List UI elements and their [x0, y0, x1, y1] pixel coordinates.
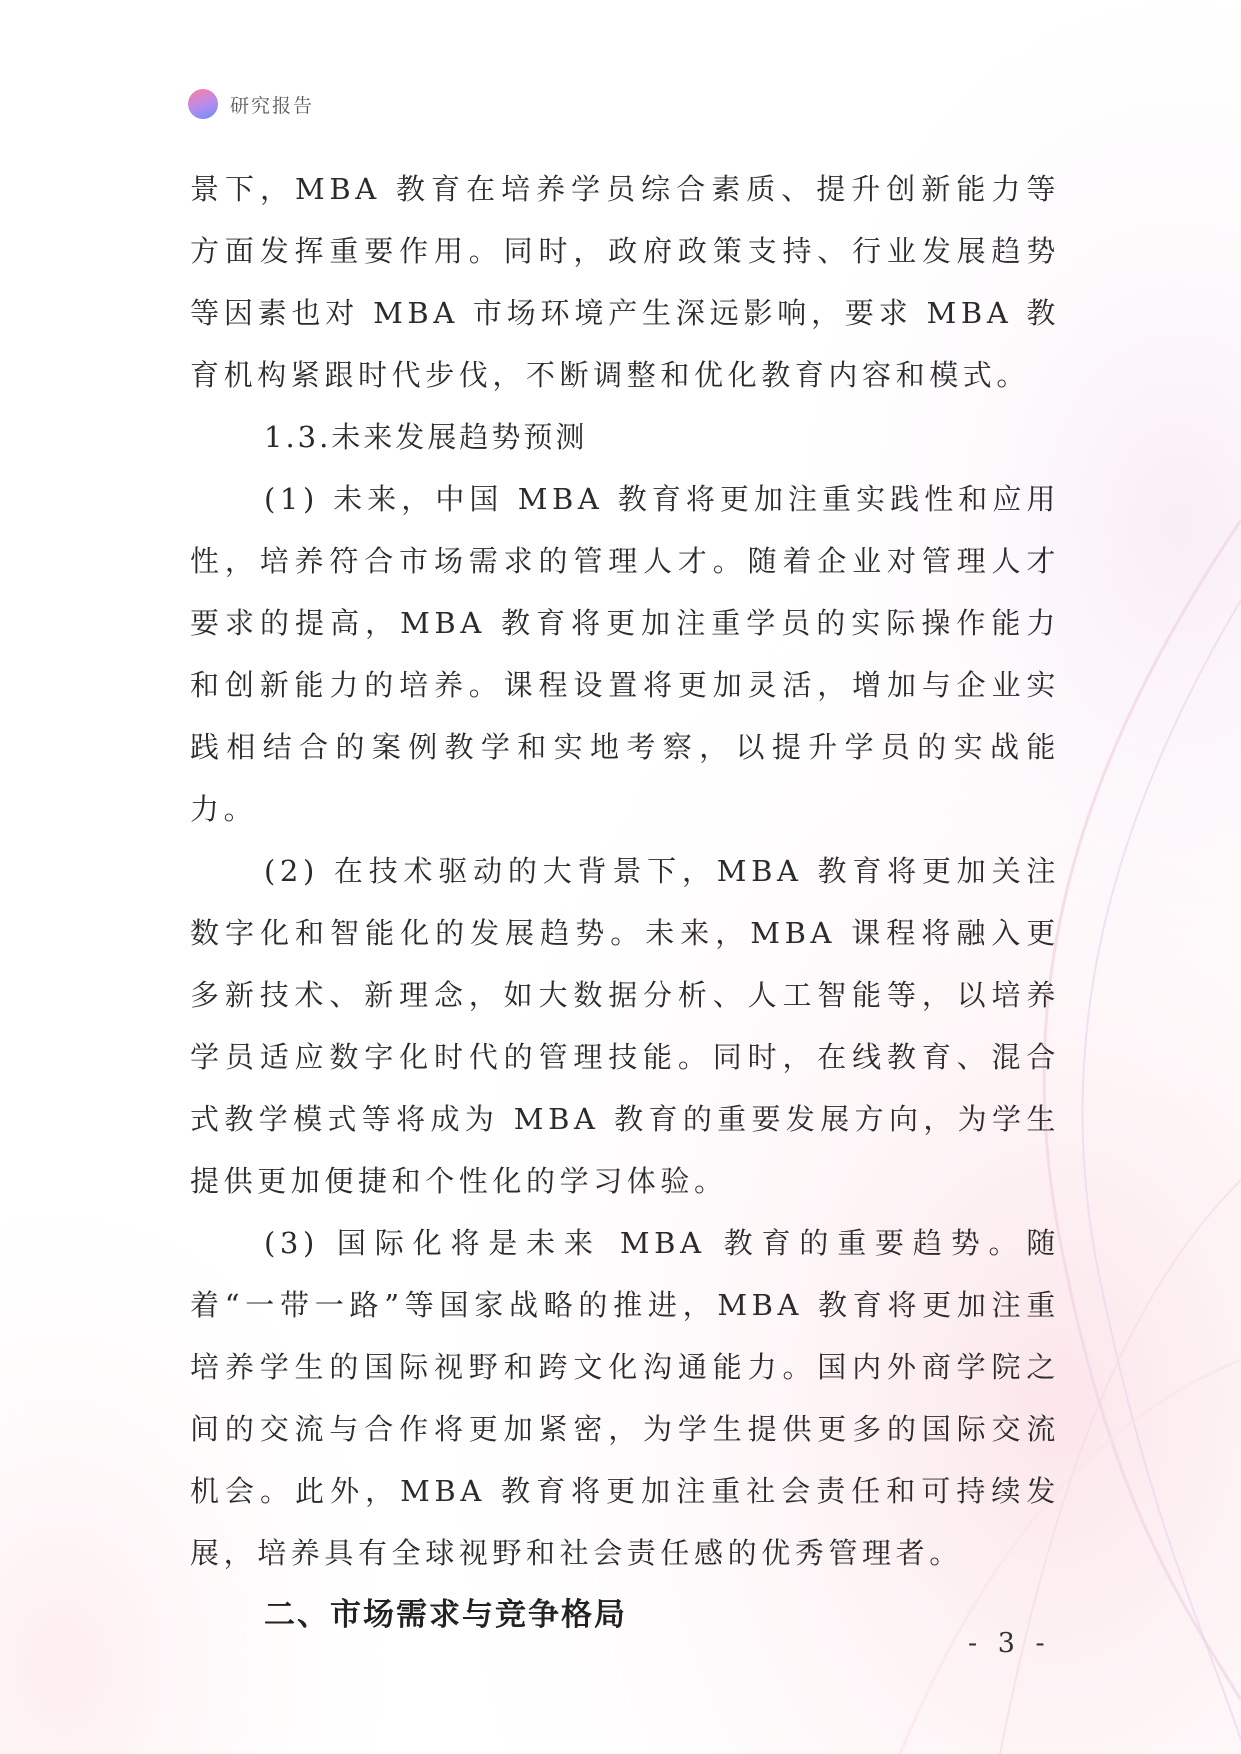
- logo-icon: [188, 89, 218, 119]
- section-heading: 二、市场需求与竞争格局: [264, 1597, 627, 1633]
- header: [188, 89, 314, 119]
- document-body: [190, 158, 1060, 1646]
- paragraph-trend-2: (2) 在技术驱动的大背景下，MBA 教育将更加关注数字化和智能化的发展趋势。未来，MBA 课程将融入更多新技术、新理念，如大数据分析、人工智能等，以培养学员适应数字化时代的管理技能。同时，在线教育、混合式教学模式等将成为 MBA 教育的重要发展方向，为学生提供更加便捷和个性化的学习体验。: [190, 854, 1060, 1198]
- paragraph-intro: 景下，MBA 教育在培养学员综合素质、提升创新能力等方面发挥重要作用。同时，政府政策支持、行业发展趋势等因素也对 MBA 市场环境产生深远影响，要求 MBA 教育机构紧跟时代步伐，不断调整和优化教育内容和模式。: [190, 172, 1060, 392]
- paragraph-trend-1: (1) 未来，中国 MBA 教育将更加注重实践性和应用性，培养符合市场需求的管理人才。随着企业对管理人才要求的提高，MBA 教育将更加注重学员的实际操作能力和创新能力的培养。课程设置将更加灵活，增加与企业实践相结合的案例教学和实地考察，以提升学员的实战能力。: [190, 482, 1060, 826]
- header-title: 研究报告: [230, 94, 315, 117]
- subheading-future-trends: 1.3.未来发展趋势预测: [264, 420, 588, 454]
- page-number: - 3 -: [968, 1628, 1051, 1659]
- paragraph-trend-3: (3) 国际化将是未来 MBA 教育的重要趋势。随着“一带一路”等国家战略的推进，MBA 教育将更加注重培养学生的国际视野和跨文化沟通能力。国内外商学院之间的交流与合作将更加紧密，为学生提供更多的国际交流机会。此外，MBA 教育将更加注重社会责任和可持续发展，培养具有全球视野和社会责任感的优秀管理者。: [190, 1226, 1060, 1570]
